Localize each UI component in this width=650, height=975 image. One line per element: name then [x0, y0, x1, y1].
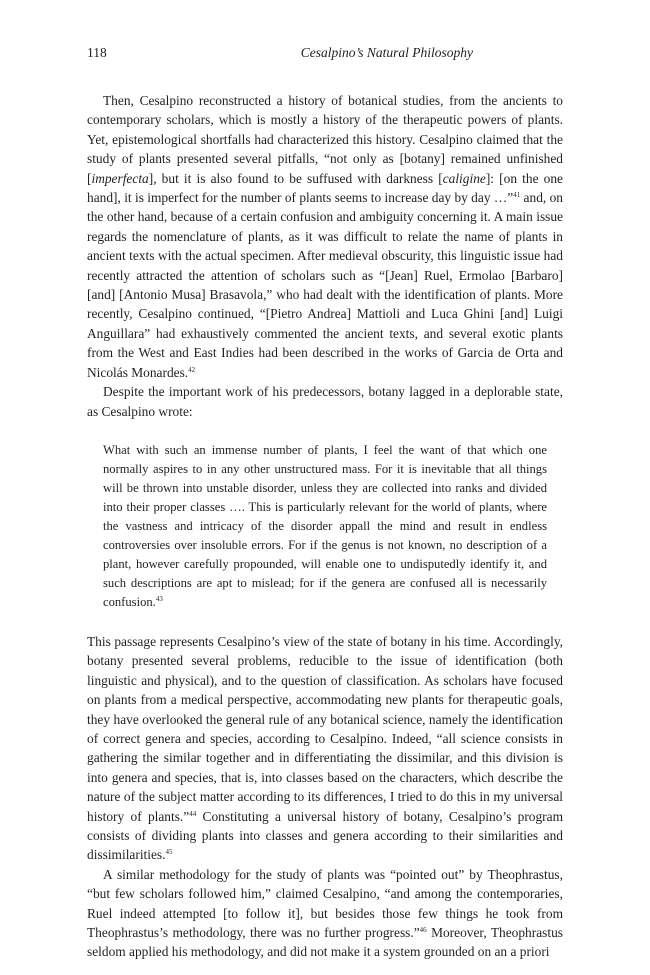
paragraph-history-of-botany — [87, 91, 563, 382]
paragraph-deplorable-state — [87, 382, 563, 421]
running-title: Cesalpino’s Natural Philosophy — [300, 45, 473, 60]
paragraph-view-of-botany — [87, 632, 563, 865]
text-run: What with such an immense number of plants, I feel the want of that which one normally aspires to in any other unstructured mass. For it is inevitable that all things will be thrown into unstable disorder, unless they are collected into ranks and divided into their proper classes …. This is particularly relevant for the world of plants, where the vastness and intricacy of the disorder appall the mind and result in endless controversies over insoluble errors. For if the genus is not known, no description of a plant, however carefully propounded, will enable one to undisputedly identify it, and such descriptions are apt to mislead; for if the genera are confused all is necessarily confusion. — [103, 442, 547, 609]
text-run: Despite the important work of his predecessors, botany lagged in a deplorable state, as Cesalpino wrote: — [87, 384, 563, 419]
text-run: Moreover, Theophrastus seldom applied his methodology, and did not make it a system grounded on an a priori — [87, 925, 563, 960]
block-quote — [103, 441, 547, 612]
text-run: ], but it is also found to be suffused with darkness [ — [148, 170, 443, 186]
text-run: This passage represents Cesalpino’s view of the state of botany in his time. Accordingly, botany presented several problems, reducible to the issue of identification (both linguistic and physical), and to the question of classification. As scholars have focused on plants from a medical perspective, accommodating new plants for therapeutic goals, they have overlooked the general rule of any botanical science, namely the identification of correct genera and species, according to Cesalpino. Indeed, “all science consists in gathering the similar together and in differentiating the dissimilar, and this division is into genera and species, that is, into classes based on the characters, which describe the nature of the subject matter according to its differences, I tried to do this in my universal history of plants.” — [87, 633, 563, 824]
page-number: 118 — [87, 45, 107, 60]
footnote-marker: 45 — [165, 848, 173, 857]
footnote-marker: 41 — [513, 191, 521, 200]
page-body — [87, 91, 563, 962]
text-run: A similar methodology for the study of plants was “pointed out” by Theophrastus, “but few scholars followed him,” claimed Cesalpino, “and among the contemporaries, Ruel indeed attempted [to follow it], but besides those few things he took from Theophrastus’s methodology, there was no further progress.” — [87, 866, 563, 940]
text-run: Then, Cesalpino reconstructed a history of botanical studies, from the ancients to contemporary scholars, which is mostly a history of the therapeutic powers of plants. Yet, epistemological shortfalls had characterized this history. Cesalpino claimed that the study of plants presented several pitfalls, “not only as [botany] remained unfinished [ — [87, 93, 563, 186]
text-run: ]: [on the one hand], it is imperfect for the number of plants seems to increase day by day …” — [87, 170, 563, 206]
footnote-marker: 42 — [188, 365, 196, 374]
footnote-marker: 46 — [419, 926, 427, 934]
italic-term-imperfecta: imperfecta — [91, 170, 149, 186]
italic-term-caligine: caligine — [442, 170, 486, 186]
text-run: and, on the other hand, because of a certain confusion and ambiguity concerning it. A main issue regards the nomenclature of plants, as it was difficult to relate the name of plants in ancient texts with the actual specimen. After medieval obscurity, this linguistic issue had recently attracted the attention of scholars such as “[Jean] Ruel, Ermolao [Barbaro] [and] [Antonio Musa] Brasavola,” who had dealt with the identification of plants. More recently, Cesalpino continued, “[Pietro Andrea] Mattioli and Luca Ghini [and] Luigi Anguillara” had exhaustively commented the ancient texts, and several exotic plants from the West and East Indies had been described in the works of Garcia de Orta and Nicolás Monardes. — [87, 190, 563, 380]
running-header — [87, 44, 563, 62]
footnote-marker: 43 — [155, 594, 163, 603]
block-quote-text — [103, 441, 547, 612]
text-run: Constituting a universal history of botany, Cesalpino’s program consists of dividing plants into classes and genera according to their similarities and dissimilarities. — [87, 808, 564, 863]
paragraph-theophrastus — [87, 865, 563, 962]
footnote-marker: 44 — [189, 809, 197, 818]
